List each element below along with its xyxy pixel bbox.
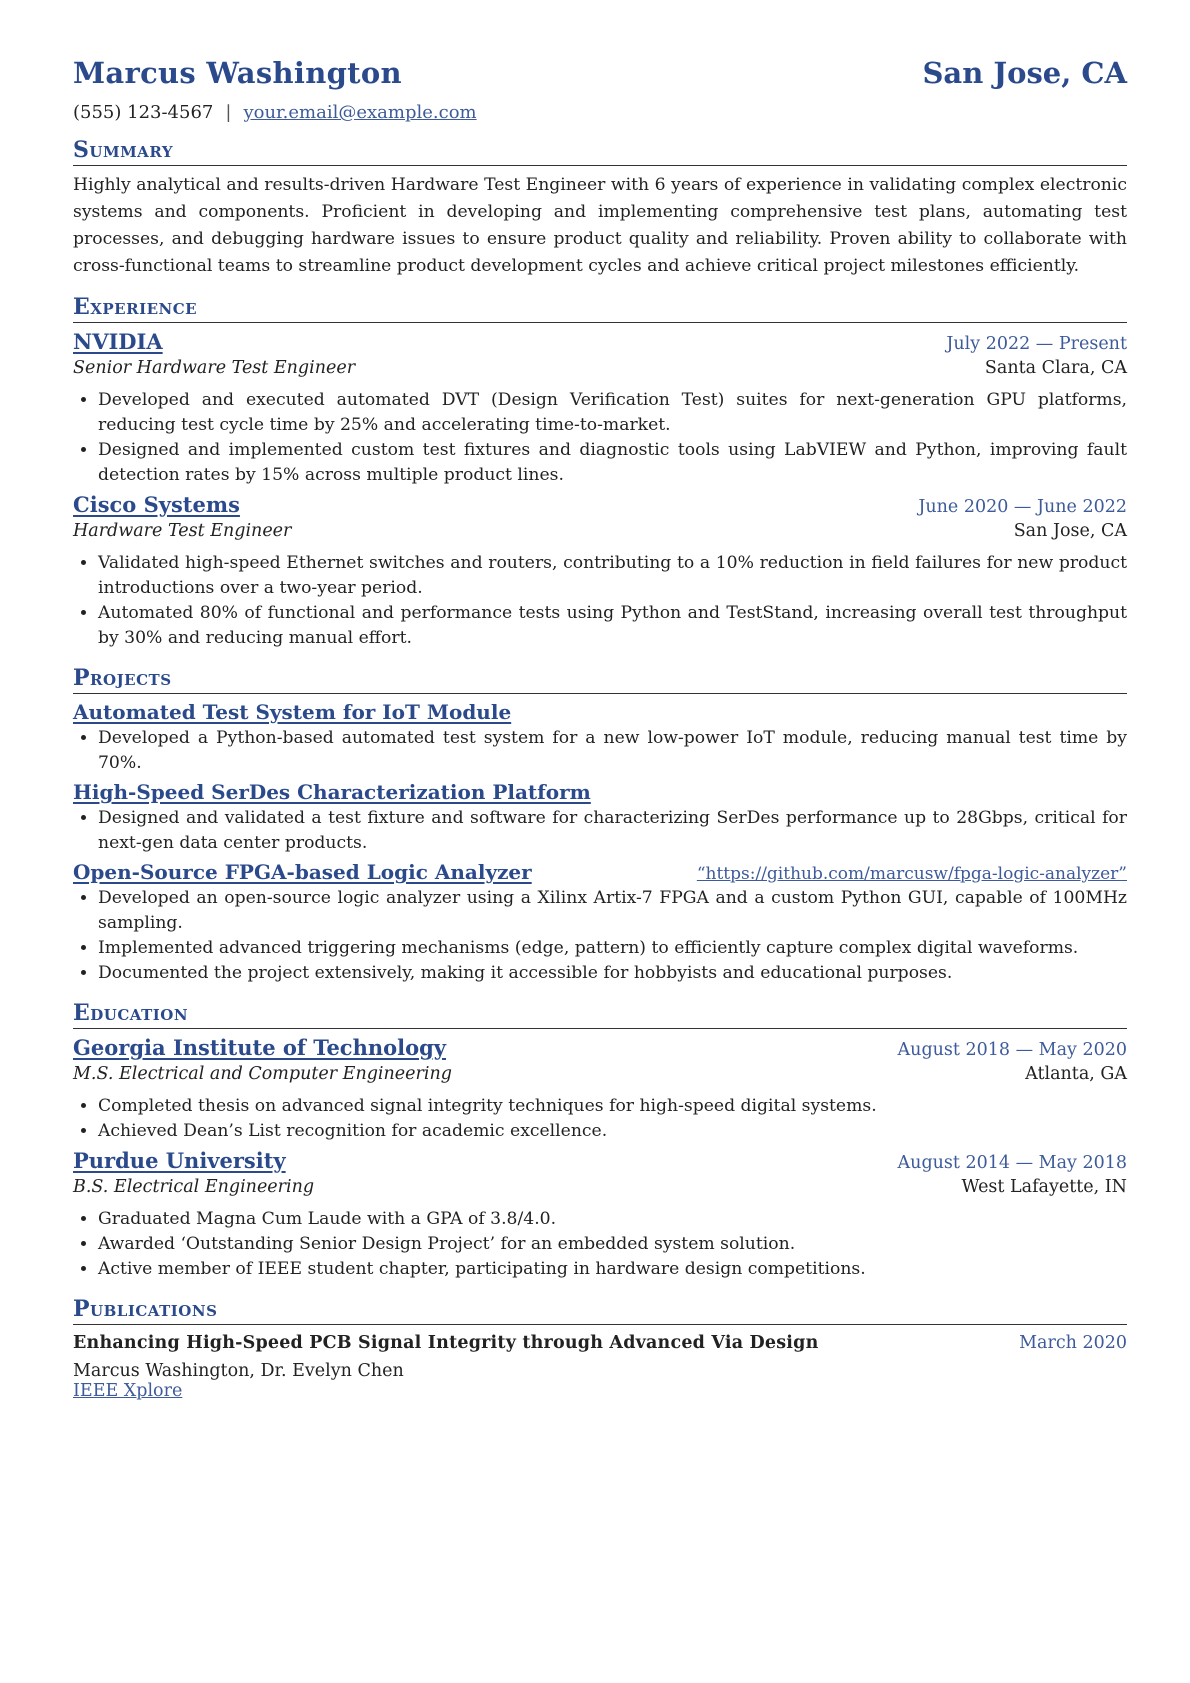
publication-authors: Marcus Washington, Dr. Evelyn Chen xyxy=(73,1361,404,1381)
bullet-list xyxy=(73,388,1127,488)
list-item: • Automated 80% of functional and performance tests using Python and TestStand, increasing overall test throughput by 30% and reducing manual effort. xyxy=(98,601,1127,651)
experience-entry xyxy=(73,329,1127,488)
email-link[interactable]: your.email@example.com xyxy=(243,102,477,123)
list-item: • Achieved Dean’s List recognition for academic excellence. xyxy=(98,1119,1127,1144)
job-title: Senior Hardware Test Engineer xyxy=(73,358,356,378)
bullet-list xyxy=(73,806,1127,856)
list-item: • Documented the project extensively, making it accessible for hobbyists and educational purposes. xyxy=(98,961,1127,986)
school-link[interactable]: Georgia Institute of Technology xyxy=(73,1035,447,1060)
job-title: Hardware Test Engineer xyxy=(73,521,292,541)
job-location: San Jose, CA xyxy=(1013,521,1127,541)
education-dates: August 2014 — May 2018 xyxy=(897,1153,1127,1173)
project-title-link[interactable]: Open-Source FPGA-based Logic Analyzer xyxy=(73,860,532,884)
resume-page xyxy=(73,56,1127,1401)
publication-date: March 2020 xyxy=(1019,1333,1127,1353)
list-item: • Implemented advanced triggering mechanisms (edge, pattern) to efficiently capture complex digital waveforms. xyxy=(98,936,1127,961)
school-link[interactable]: Purdue University xyxy=(73,1148,286,1173)
summary-heading: Summary xyxy=(73,137,1127,166)
phone-number: (555) 123-4567 xyxy=(73,102,214,123)
education-entry xyxy=(73,1035,1127,1144)
degree: B.S. Electrical Engineering xyxy=(73,1177,315,1197)
project-repo-link[interactable]: “https://github.com/marcusw/fpga-logic-analyzer” xyxy=(696,864,1127,884)
job-location: Santa Clara, CA xyxy=(984,358,1127,378)
bullet-list xyxy=(73,726,1127,776)
education-entry xyxy=(73,1148,1127,1282)
bullet-list xyxy=(73,886,1127,986)
list-item: • Active member of IEEE student chapter, participating in hardware design competitions. xyxy=(98,1257,1127,1282)
project-entry xyxy=(73,780,1127,856)
list-item: • Validated high-speed Ethernet switches and routers, contributing to a 10% reduction in field failures for new product introductions over a two-year period. xyxy=(98,551,1127,601)
company-link[interactable]: NVIDIA xyxy=(73,329,163,354)
list-item: • Developed an open-source logic analyzer using a Xilinx Artix-7 FPGA and a custom Python GUI, capable of 100MHz sampling. xyxy=(98,886,1127,936)
list-item: • Completed thesis on advanced signal integrity techniques for high-speed digital systems. xyxy=(98,1094,1127,1119)
project-entry xyxy=(73,700,1127,776)
education-section xyxy=(73,1000,1127,1282)
list-item: • Graduated Magna Cum Laude with a GPA of 3.8/4.0. xyxy=(98,1207,1127,1232)
candidate-name: Marcus Washington xyxy=(73,56,402,90)
bullet-list xyxy=(73,551,1127,651)
candidate-location: San Jose, CA xyxy=(922,56,1127,90)
project-entry xyxy=(73,860,1127,986)
publication-entry xyxy=(73,1333,1127,1401)
bullet-list xyxy=(73,1094,1127,1144)
publications-section xyxy=(73,1296,1127,1401)
publication-venue-link[interactable]: IEEE Xplore xyxy=(73,1381,183,1401)
school-location: Atlanta, GA xyxy=(1025,1064,1127,1084)
summary-text: Highly analytical and results-driven Hardware Test Engineer with 6 years of experience in validating complex electronic systems and components. Proficient in developing and implementing comprehensive test plans, automating test processes, and debugging hardware issues to ensure product quality and reliability. Proven ability to collaborate with cross-functional teams to streamline product development cycles and achieve critical project milestones efficiently. xyxy=(73,175,1127,276)
projects-section xyxy=(73,665,1127,986)
bullet-list xyxy=(73,1207,1127,1282)
experience-section xyxy=(73,294,1127,651)
experience-entry xyxy=(73,492,1127,651)
publication-title: Enhancing High-Speed PCB Signal Integrity through Advanced Via Design xyxy=(73,1333,819,1353)
summary-section xyxy=(73,137,1127,280)
education-dates: August 2018 — May 2020 xyxy=(897,1040,1127,1060)
publications-heading: Publications xyxy=(73,1296,1127,1325)
degree: M.S. Electrical and Computer Engineering xyxy=(73,1064,452,1084)
list-item: • Developed a Python-based automated test system for a new low-power IoT module, reducing manual test time by 70%. xyxy=(98,726,1127,776)
list-item: • Designed and validated a test fixture and software for characterizing SerDes performance up to 28Gbps, critical for next-gen data center products. xyxy=(98,806,1127,856)
employment-dates: June 2020 — June 2022 xyxy=(918,497,1127,517)
contact-line xyxy=(73,102,1127,123)
list-item: • Developed and executed automated DVT (Design Verification Test) suites for next-generation GPU platforms, reducing test cycle time by 25% and accelerating time-to-market. xyxy=(98,388,1127,438)
experience-heading: Experience xyxy=(73,294,1127,323)
project-title-link[interactable]: High-Speed SerDes Characterization Platform xyxy=(73,780,591,804)
education-heading: Education xyxy=(73,1000,1127,1029)
project-title-link[interactable]: Automated Test System for IoT Module xyxy=(73,700,512,724)
employment-dates: July 2022 — Present xyxy=(946,334,1127,354)
school-location: West Lafayette, IN xyxy=(961,1177,1127,1197)
contact-separator: | xyxy=(225,102,232,123)
resume-header xyxy=(73,56,1127,90)
list-item: • Awarded ‘Outstanding Senior Design Project’ for an embedded system solution. xyxy=(98,1232,1127,1257)
list-item: • Designed and implemented custom test fixtures and diagnostic tools using LabVIEW and Python, improving fault detection rates by 15% across multiple product lines. xyxy=(98,438,1127,488)
projects-heading: Projects xyxy=(73,665,1127,694)
company-link[interactable]: Cisco Systems xyxy=(73,492,240,517)
